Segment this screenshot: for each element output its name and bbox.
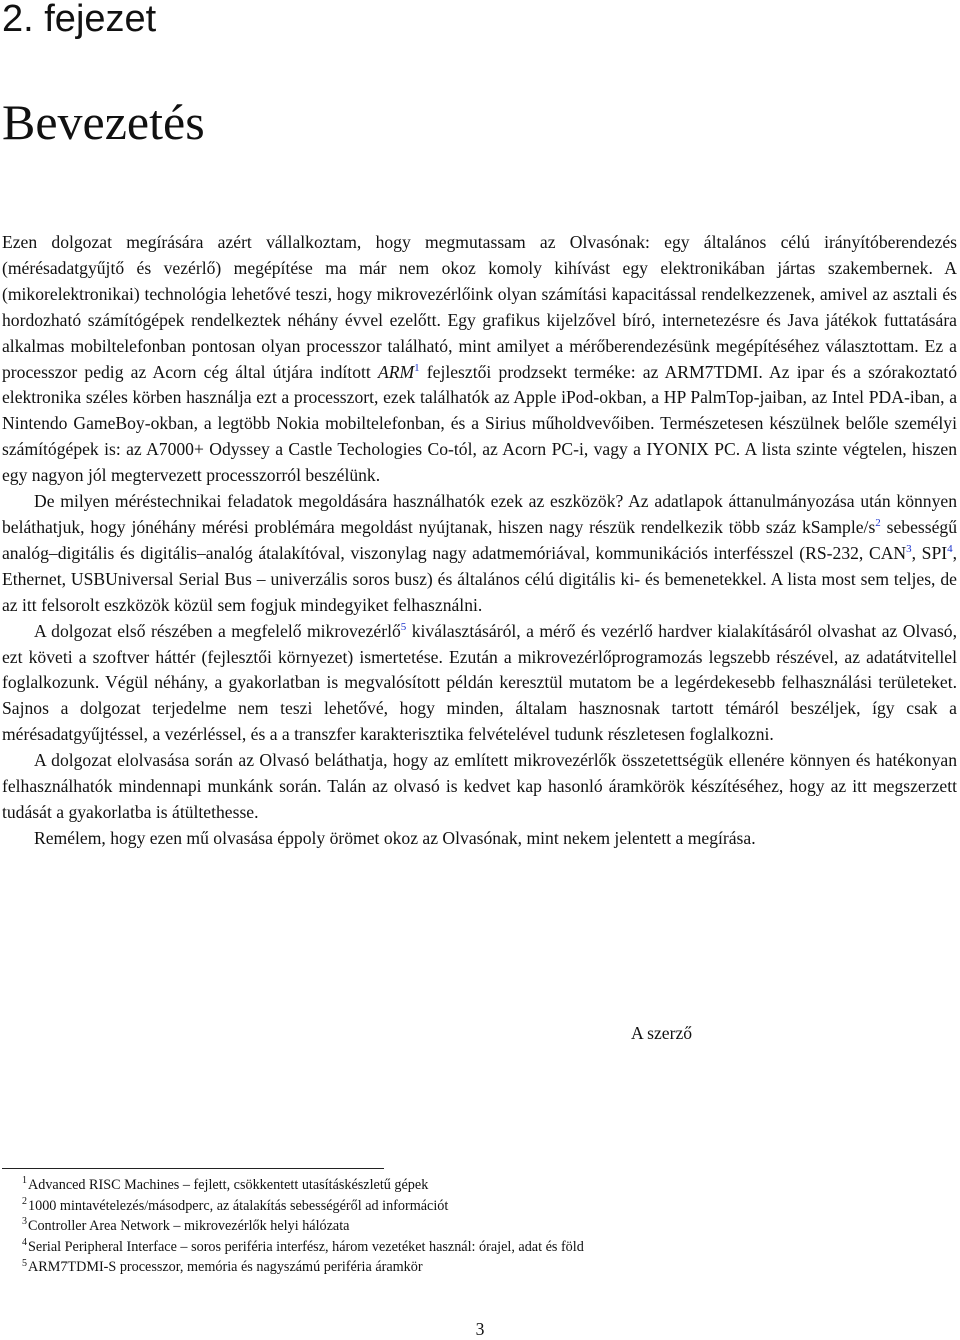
footnote-5 (22, 1257, 922, 1278)
footnote-ref-5[interactable]: 5 (400, 620, 407, 633)
footnote-text: Serial Peripheral Interface – soros periféria interfész, három vezetéket használ: órajel, adat és föld (28, 1238, 584, 1255)
footnote-4 (22, 1237, 922, 1258)
footnote-text: 1000 mintavételezés/másodperc, az átalakítás sebességéről ad információt (28, 1197, 449, 1214)
footnote-1 (22, 1175, 922, 1196)
footnote-mark: 1 (22, 1175, 27, 1187)
footnote-text: ARM7TDMI-S processzor, memória és nagyszámú periféria áramkör (28, 1259, 423, 1276)
paragraph-2-part-c: , SPI (911, 542, 948, 563)
paragraph-1-part-b: fejlesztői prodzsekt terméke: az ARM7TDMI. Az ipar és a szórakoztató elektronika széles körben használja ezt a processzort, ezek találhatók az Apple iPod-okban, a HP PalmTop-jaiban, az Intel PDA-iban, a Nintendo GameBoy-okban, a legtöbb Nokia mobiltelefonban, és a Sirius műholdvevőiben. Természetesen készülnek belőle személyi számítógépek is: az A7000+ Odyssey a Castle Techologies Co-tól, az Acorn PC-i, vagy a IYONIX PC. A lista szinte végtelen, hiszen egy nagyon jól megtervezett processzorról beszélünk. (2, 361, 957, 486)
footnotes (22, 1175, 922, 1278)
paragraph-2 (2, 489, 957, 619)
footnote-text: Controller Area Network – mikrovezérlők helyi hálózata (28, 1218, 350, 1235)
paragraph-3-part-b: kiválasztásáról, a mérő és vezérlő hardver kialakításáról olvashat az Olvasó, ezt követi a szoftver háttér (fejlesztői környezet) ismertetése. Ezután a mikrovezérlőprogramozás legszebb részével, az adatátvitellel foglalkozunk. Végül néhány, a gyakorlatban is megvalósított példán keresztül mutatom be a legérdekesebb felhasználási területeket. Sajnos a dolgozat terjedelme nem teszi lehetővé, hogy minden, általam hasznosnak tartott témáról beszéljek, így csak a mérésadatgyűjtéssel, a vezérléssel, és a a transzfer karakterisztika felvételével tudunk részletesen foglalkozni. (2, 620, 957, 745)
paragraph-1-part-a: Ezen dolgozat megírására azért vállalkoztam, hogy megmutassam az Olvasónak: egy általános célú irányítóberendezés (mérésadatgyűjtő és vezérlő) megépítése ma már nem okoz komoly kihívást egy elektronikában jártas szakembernek. A (mikorelektronikai) technológia lehetővé teszi, hogy mikrovezérlőink olyan számítási kapacitással rendelkezzenek, amivel az asztali és hordozható számítógépek rendelkeztek néhány évvel ezelőtt. Egy grafikus kijelzővel bíró, internetezésre és Java játékok futtatására alkalmas mobiltelefonban pontosan olyan processzor található, mint amilyet a mérőberendezésünk megépítéséhez választottam. Ez a processzor pedig az Acorn cég által útjára indított (2, 232, 957, 382)
footnote-mark: 5 (22, 1257, 27, 1269)
author-signature: A szerző (631, 1023, 693, 1043)
footnote-ref-3[interactable]: 3 (906, 543, 912, 556)
footnote-3 (22, 1216, 922, 1237)
footnote-divider (2, 1168, 384, 1169)
chapter-number: 2. fejezet (2, 0, 157, 40)
footnote-text: Advanced RISC Machines – fejlett, csökkentett utasításkészletű gépek (28, 1177, 429, 1193)
footnote-ref-2[interactable]: 2 (875, 517, 881, 530)
arm-term: ARM (377, 361, 415, 382)
paragraph-3 (2, 619, 957, 749)
paragraph-2-part-d: , Ethernet, USBUniversal Serial Bus – univerzális soros busz) és általános célú digitális ki- és bemenetekkel. A lista most sem teljes, de az itt felsorolt eszközök közül sem fogjuk mindegyiket felhasználni. (2, 542, 957, 615)
paragraph-2-part-a: De milyen méréstechnikai feladatok megoldására használhatók ezek az eszközök? Az adatlapok áttanulmányozása után könnyen beláthatjuk, hogy jónéhány mérési problémára megoldást nyújtanak, hiszen nagy részük rendelkezik több száz kSample/s (2, 491, 957, 537)
footnote-mark: 3 (22, 1216, 27, 1228)
body-text (2, 230, 957, 852)
paragraph-2-part-b: sebességű analóg–digitális és digitális–analóg átalakítóval, viszonylag nagy adatmemóriával, kommunikációs interfésszel (RS-232, CAN (2, 516, 957, 563)
footnote-mark: 4 (22, 1237, 27, 1249)
chapter-title: Bevezetés (2, 94, 205, 150)
paragraph-1 (2, 230, 957, 489)
paragraph-5: Remélem, hogy ezen mű olvasása éppoly örömet okoz az Olvasónak, mint nekem jelentett a megírása. (34, 827, 756, 848)
footnote-ref-1[interactable]: 1 (414, 361, 420, 374)
footnote-mark: 2 (22, 1195, 27, 1207)
paragraph-3-part-a: A dolgozat első részében a megfelelő mikrovezérlő (34, 620, 401, 641)
footnote-ref-4[interactable]: 4 (947, 543, 953, 556)
paragraph-4: A dolgozat elolvasása során az Olvasó beláthatja, hogy az említett mikrovezérlők összetettségük ellenére könnyen és hatékonyan felhasználhatók mindennapi munkánk során. Talán az olvasó is kedvet kap hasonló áramkörök készítéséhez, hogy az itt megszerzett tudását a gyakorlatba is átültethesse. (2, 750, 957, 822)
footnote-2 (22, 1196, 922, 1217)
page-number: 3 (475, 1319, 485, 1339)
